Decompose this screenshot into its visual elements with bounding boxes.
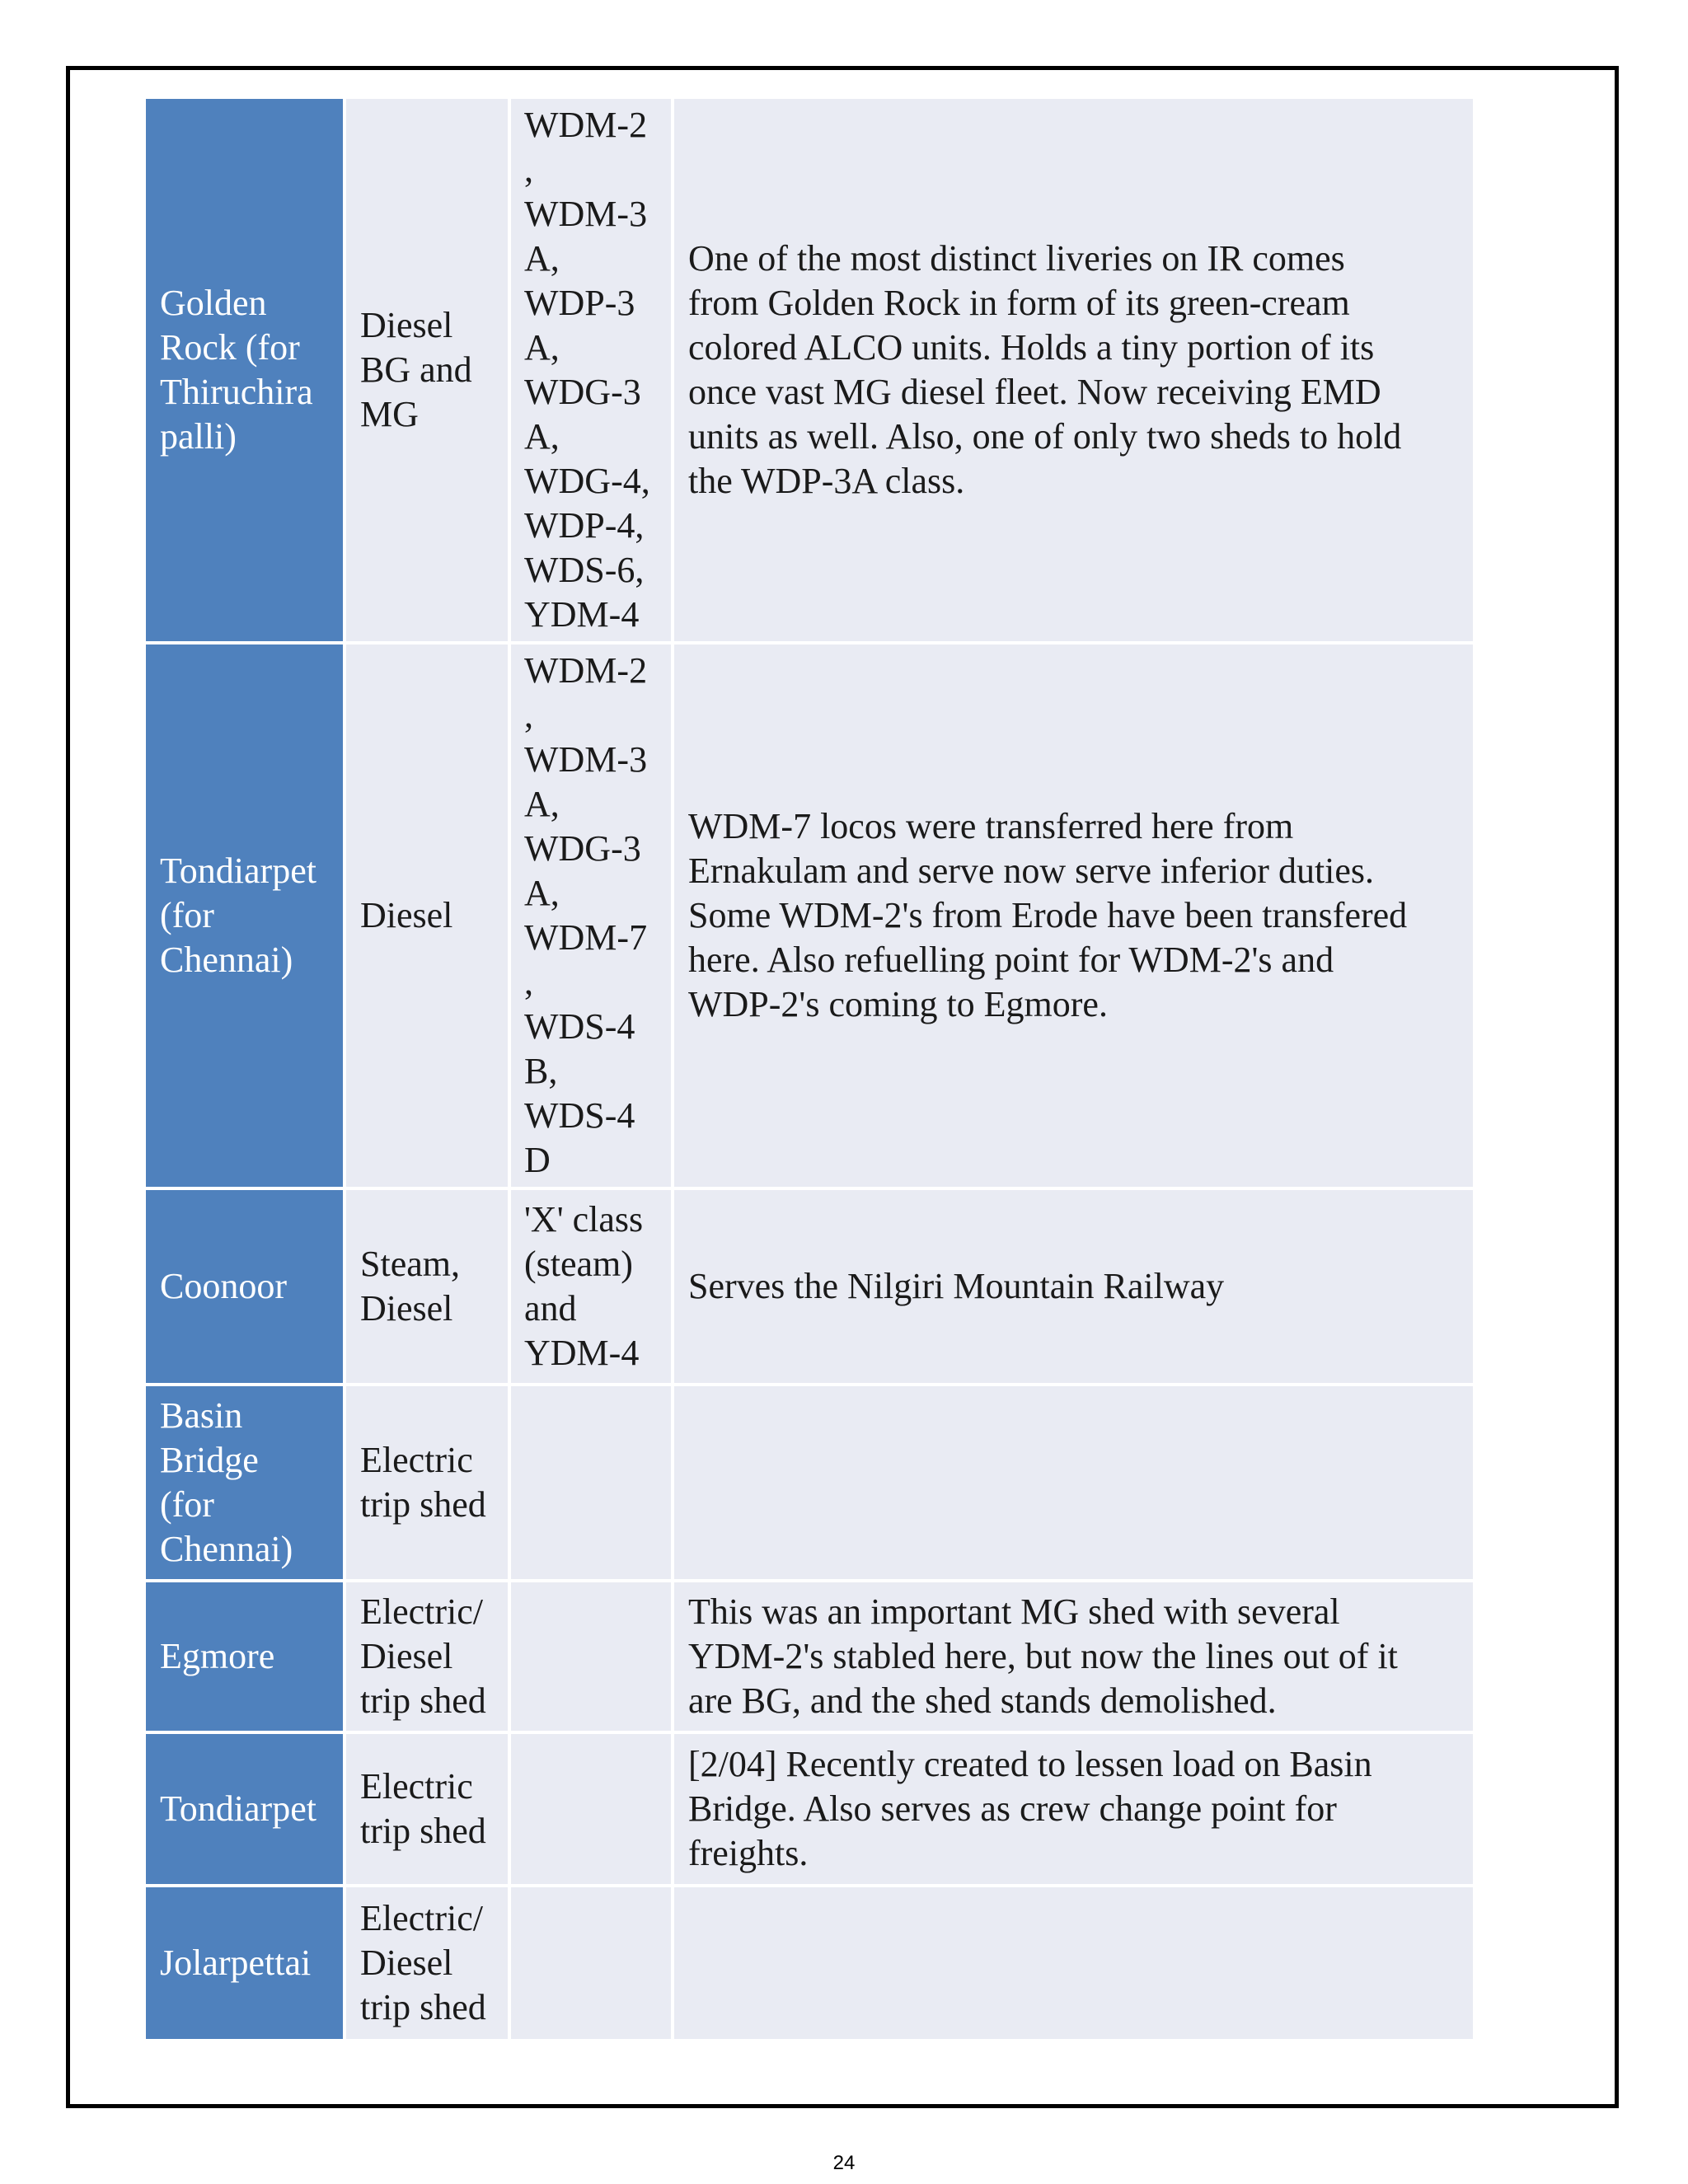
shed-notes: WDM-7 locos were transferred here from Ernakulam and serve now serve inferior duties. Some WDM-2's from Erode have been transfered here. Also refuelling point for WDM-2's and WDP-2's coming to Egmore. [688,806,1408,1024]
power-type-cell [346,1887,511,2039]
locos-cell [511,1734,674,1887]
table-row [146,1582,1473,1734]
notes-cell [674,99,1473,644]
power-type: Electric trip shed [360,1440,486,1525]
shed-name: Jolarpettai [160,1943,312,1983]
table-row [146,644,1473,1190]
table-row [146,1887,1473,2039]
locos-cell [511,1582,674,1734]
shed-notes: Serves the Nilgiri Mountain Railway [688,1266,1225,1306]
locos-cell [511,1190,674,1386]
table-row [146,1190,1473,1386]
shed-name-cell [146,1190,346,1386]
power-type: Electric trip shed [360,1766,486,1851]
shed-name-cell [146,1734,346,1887]
shed-name: Egmore [160,1636,275,1676]
notes-cell [674,644,1473,1190]
locos-cell [511,99,674,644]
locos-cell [511,644,674,1190]
table-row [146,1386,1473,1582]
power-type: Electric/ Diesel trip shed [360,1898,486,2027]
notes-cell [674,1190,1473,1386]
table-row [146,99,1473,644]
page-number: 24 [832,2152,856,2174]
shed-name: Basin Bridge (for Chennai) [160,1395,293,1569]
shed-name-cell [146,99,346,644]
notes-cell [674,1582,1473,1734]
shed-notes: This was an important MG shed with several YDM-2's stabled here, but now the lines out of it are BG, and the shed stands demolished. [688,1591,1398,1721]
power-type: Diesel [360,895,453,935]
loco-classes: WDM-2 , WDM-3 A, WDP-3 A, WDG-3 A, WDG-4, WDP-4, WDS-6, YDM-4 [524,105,650,635]
notes-cell [674,1887,1473,2039]
power-type-cell [346,644,511,1190]
shed-name: Coonoor [160,1266,287,1306]
power-type: Electric/ Diesel trip shed [360,1591,486,1721]
power-type-cell [346,1386,511,1582]
shed-name-cell [146,1386,346,1582]
power-type-cell [346,1190,511,1386]
power-type-cell [346,1734,511,1887]
power-type-cell [346,1582,511,1734]
locos-cell [511,1887,674,2039]
notes-cell [674,1386,1473,1582]
shed-name-cell [146,1887,346,2039]
loco-classes: 'X' class (steam) and YDM-4 [524,1199,644,1373]
power-type: Diesel BG and MG [360,305,472,434]
shed-name: Golden Rock (for Thiruchira palli) [160,283,313,457]
loco-classes: WDM-2 , WDM-3 A, WDG-3 A, WDM-7 , WDS-4 B, WDS-4 D [524,650,648,1180]
shed-name-cell [146,644,346,1190]
notes-cell [674,1734,1473,1887]
shed-name: Tondiarpet (for Chennai) [160,851,316,980]
locos-cell [511,1386,674,1582]
table-row [146,1734,1473,1887]
power-type: Steam, Diesel [360,1244,460,1329]
shed-name: Tondiarpet [160,1788,316,1829]
power-type-cell [346,99,511,644]
shed-notes: One of the most distinct liveries on IR comes from Golden Rock in form of its green-cream colored ALCO units. Holds a tiny portion of its once vast MG diesel fleet. Now receiving EMD units as well. Also, one of only two sheds to hold the WDP-3A class. [688,238,1402,501]
shed-notes: [2/04] Recently created to lessen load on Basin Bridge. Also serves as crew change point for freights. [688,1744,1372,1873]
shed-name-cell [146,1582,346,1734]
loco-shed-table [146,99,1473,2039]
